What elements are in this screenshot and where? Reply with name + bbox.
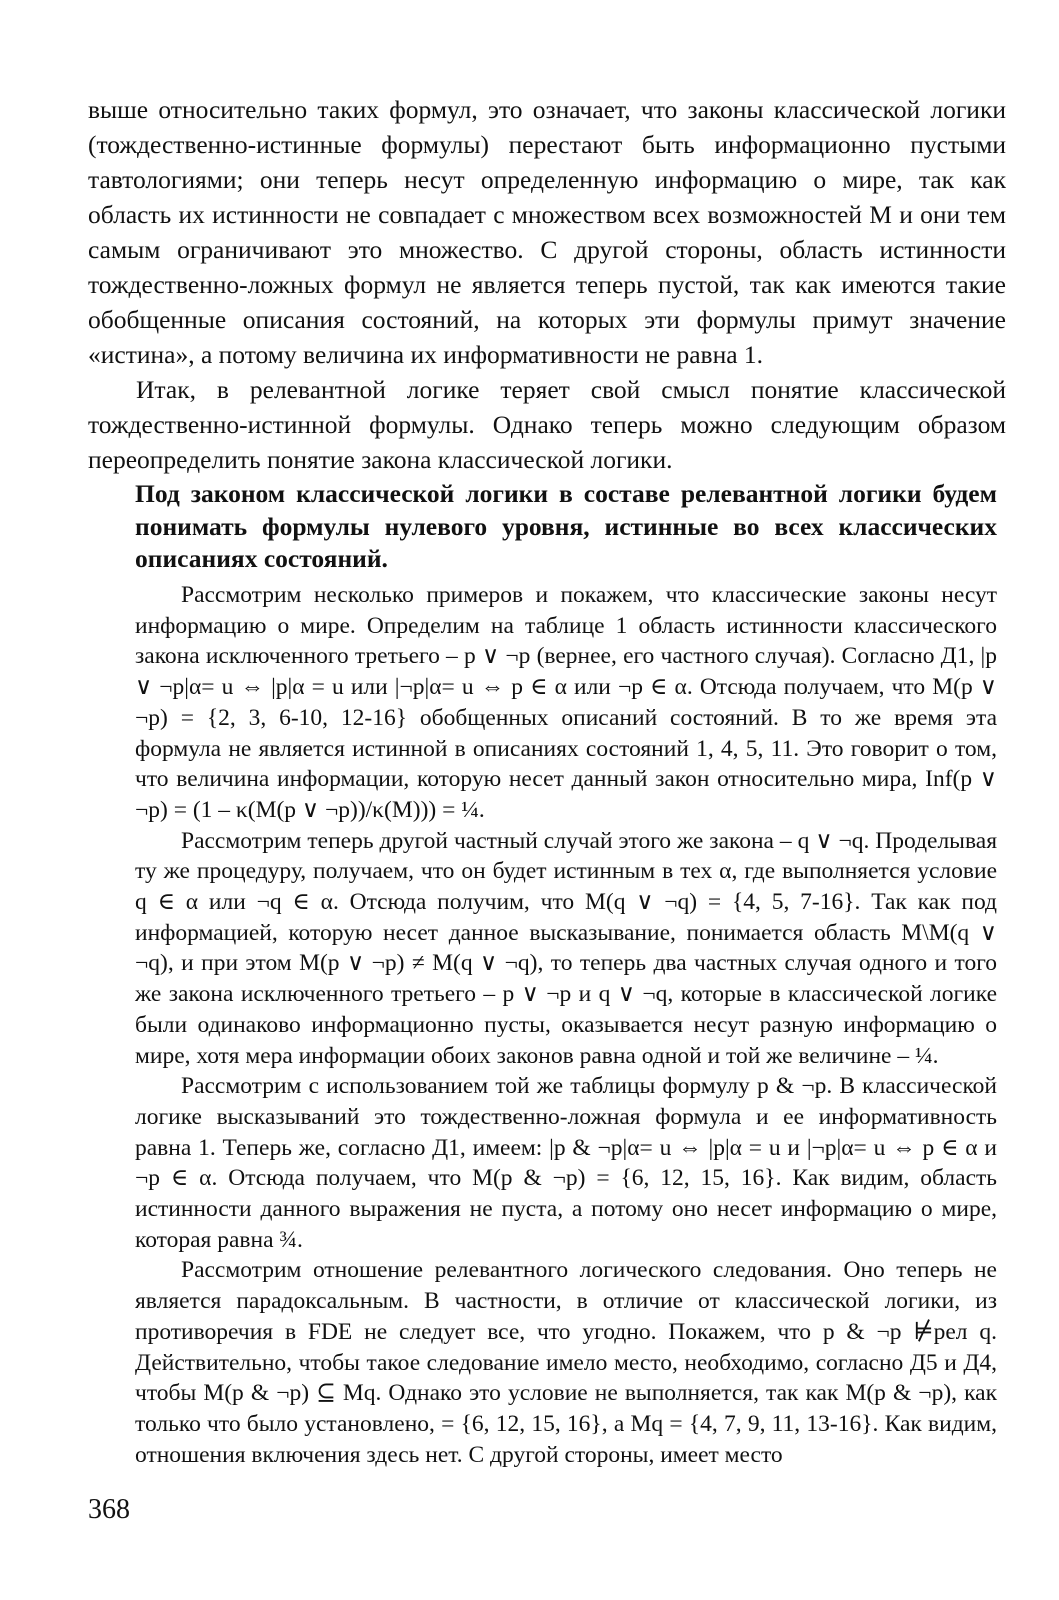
paragraph-5: Рассмотрим с использованием той же таблицы формулу p & ¬p. В классической логике высказываний это тождественно-ложная формула и ее информативность равна 1. Теперь же, согласно Д1, имеем: |p & ¬p|α= u ⇔ |p|α = u и |¬p|α= u ⇔ p ∈ α и ¬p ∈ α. Отсюда получаем, что M(p & ¬p) = {6, 12, 15, 16}. Как видим, область истинности данного выражения не пуста, а потому оно несет информацию о мире, которая равна ¾. bbox=[135, 1073, 997, 1253]
main-text bbox=[135, 580, 997, 1470]
paragraph-3: Рассмотрим несколько примеров и покажем, что классические законы несут информацию о мире. Определим на таблице 1 область истинности классического закона исключенного третьего – p ∨ ¬p (вернее, его частного случая). Согласно Д1, |p ∨ ¬p|α= u ⇔ |p|α = u или |¬p|α= u ⇔ p ∈ α или ¬p ∈ α. Отсюда получаем, что M(p ∨ ¬p) = {2, 3, 6-10, 12-16} обобщенных описаний состояний. В то же время эта формула не является истинной в описаниях состояний 1, 4, 5, 11. Это говорит о том, что величина информации, которую несет данный закон относительно мира, Inf(p ∨ ¬p) = (1 – κ(M(p ∨ ¬p))/κ(M))) = ¼. bbox=[135, 582, 997, 823]
paragraph-4: Рассмотрим теперь другой частный случай этого же закона – q ∨ ¬q. Проделывая ту же процедуру, получаем, что он будет истинным в тех α, где выполняется условие q ∈ α или ¬q ∈ α. Отсюда получим, что M(q ∨ ¬q) = {4, 5, 7-16}. Так как под информацией, которую несет данное высказывание, понимается область M\M(q ∨ ¬q), и при этом M(p ∨ ¬p) ≠ M(q ∨ ¬q), то теперь два частных случая одного и того же закона исключенного третьего – p ∨ ¬p и q ∨ ¬q, которые в классической логике были одинаково информационно пусты, оказывается несут разную информацию о мире, хотя мера информации обоих законов равна одной и той же величине – ¼. bbox=[135, 827, 997, 1069]
thesis-definition: Под законом классической логики в составе релевантной логики будем понимать формулы нулевого уровня, истинные во всех классических описаниях состояний. bbox=[135, 479, 997, 573]
paragraph-1: выше относительно таких формул, это означает, что законы классической логики (тождественно-истинные формулы) перестают быть информационно пустыми тавтологиями; они теперь несут определенную информацию о мире, так как область их истинности не совпадает с множеством всех возможностей М и они тем самым ограничивают это множество. С другой стороны, область истинности тождественно-ложных формул не является теперь пустой, так как имеются такие обобщенные описания состояний, на которых эти формулы примут значение «истина», а потому величина их информативности не равна 1. bbox=[88, 95, 1006, 369]
top-text bbox=[88, 92, 1006, 477]
paragraph-2: Итак, в релевантной логике теряет свой смысл понятие классической тождественно-истинной формулы. Однако теперь можно следующим образом переопределить понятие закона классической логики. bbox=[88, 375, 1006, 474]
page-number: 368 bbox=[88, 1494, 130, 1525]
paragraph-6: Рассмотрим отношение релевантного логического следования. Оно теперь не является парадоксальным. В частности, в отличие от классической логики, из противоречия в FDE не следует все, что угодно. Покажем, что p & ¬p ⊭рел q. Действительно, чтобы такое следование имело место, необходимо, согласно Д5 и Д4, чтобы M(p & ¬p) ⊆ Mq. Однако это условие не выполняется, так как M(p & ¬p), как только что было установлено, = {6, 12, 15, 16}, а Mq = {4, 7, 9, 11, 13-16}. Как видим, отношения включения здесь нет. С другой стороны, имеет место bbox=[135, 1257, 997, 1468]
